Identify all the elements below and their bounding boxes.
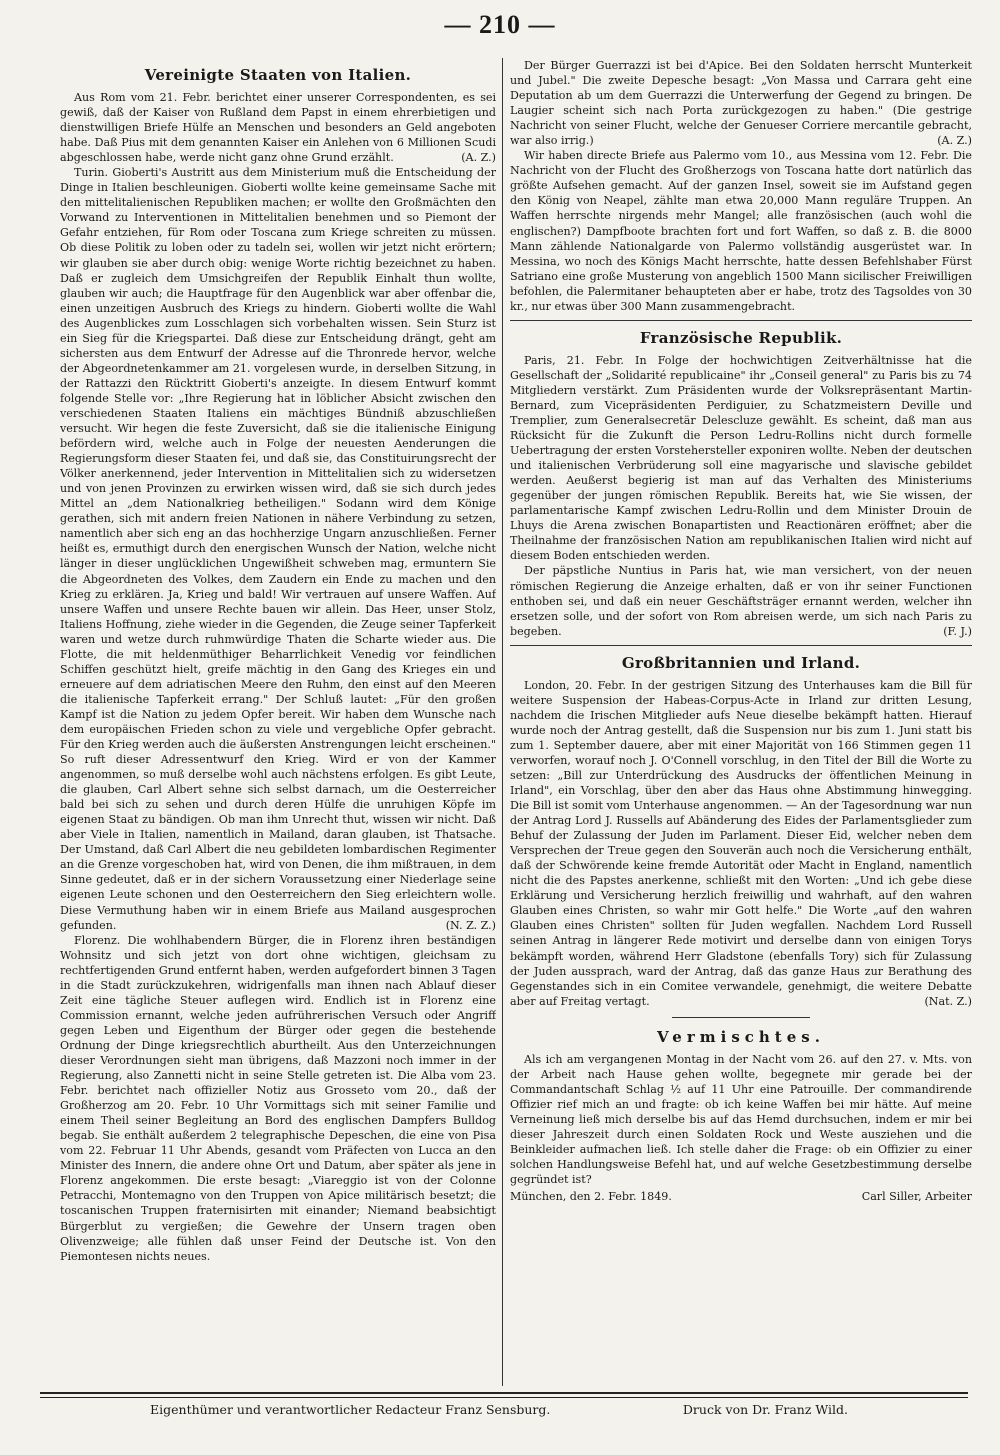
section-title-france: Französische Republik. (639, 328, 843, 347)
article-rome: Aus Rom vom 21. Febr. berichtet einer unserer Correspondenten, es sei gewiß, daß der Kaiser von Rußland dem Papst in einem ehrerbietigen und dienstwilligen Briefe Hülfe an Menschen und besonders an Geld angeboten habe. Daß Pius mit dem genannten Kaiser ein Anlehen von 6 Millionen Scudi abgeschlossen habe, werde nicht ganz ohne Grund erzählt. (A. Z.) (60, 91, 496, 165)
section-title-italy: Vereinigte Staaten von Italien. (144, 66, 412, 84)
source-tag: (A. Z.) (937, 134, 972, 148)
footer-rule-thin (40, 1397, 968, 1398)
article-florence-continued: Der Bürger Guerrazzi ist bei d'Apice. Bei den Soldaten herrscht Munterkeit und Jubel." Die zweite Depesche besagt: „Von Massa und Carrara geht eine Deputation ab um dem Guerrazzi die Unterwerfung der Gegend zu bringen. De Laugier scheint sich nach Porta zurückgezogen zu haben." (Die gestrige Nachricht von seiner Flucht, welche der Genueser Corriere mercantile gebracht, war also irrig.) (A. Z.) (510, 59, 972, 148)
article-misc: Als ich am vergangenen Montag in der Nacht vom 26. auf den 27. v. Mts. von der Arbeit nach Hause gehen wollte, begegnete mir gerade bei der Commandantschaft Schlag ½ auf 11 Uhr eine Patrouille. Der commandirende Offizier rief mich an und fragte: ob ich keine Waffen bei mir hätte. Auf meine Verneinung ließ mich derselbe bis auf das Hemd durchsuchen, indem er mir bei dieser Jahreszeit durch einen Soldaten Rock und Weste ausziehen und die Beinkleider aufmachen ließ. Ich stelle daher die Frage: ob ein Offizier zu einer solchen Handlungsweise Befehl hat, und auf welche Gesetzbestimmung derselbe gegründet ist? (510, 1052, 972, 1187)
source-tag: (Nat. Z.) (924, 994, 972, 1008)
source-tag: (F. J.) (943, 624, 972, 638)
printer-line: Druck von Dr. Franz Wild. (682, 1402, 848, 1417)
page-number: — 210 — (444, 10, 556, 39)
column-divider (502, 58, 503, 1386)
signoff-place-date: München, den 2. Febr. 1849. (510, 1190, 672, 1204)
article-sicily: Wir haben directe Briefe aus Palermo vom 10., aus Messina vom 12. Febr. Die Nachricht von der Flucht des Großherzogs von Toscana hatte dort natürlich das größte Aufsehen gemacht. Auf der ganzen Insel, soweit sie im Aufstand gegen den König von Neapel, zählte man etwa 20,000 Mann reguläre Truppen. An Waffen herrschte nirgends mehr Mangel; alle französischen (auch wohl die englischen?) Dampfboote brachten fort und fort Waffen, so daß z. B. die 8000 Mann zählende Nationalgarde von Palermo vollständig ausgerüstet war. In Messina, wo noch des Königs Macht herrschte, hatte dessen Befehlshaber Fürst Satriano eine große Musterung von angeblich 1500 Mann sicilischer Freiwilligen befohlen, die Palermitaner behaupteten aber er habe, trotz des Tagsoldes von 30 kr., nur etwas über 300 Mann zusammengebracht. (510, 149, 972, 313)
right-column (510, 58, 972, 1391)
source-tag: (A. Z.) (461, 151, 496, 165)
article-paris: Paris, 21. Febr. In Folge der hochwichtigen Zeitverhältnisse hat die Gesellschaft der „Solidarité republicaine" ihr „Conseil general" zu Paris bis zu 74 Mitgliedern verstärkt. Zum Präsidenten wurde der Volksrepräsentant Martin-Bernard, zum Vicepräsidenten Perdiguier, zu Schatzmeistern Deville und Tremplier, zum Generalsecretär Delescluze gewählt. Es scheint, daß man aus Rücksicht für die Zukunft die Person Ledru-Rollins nicht durch formelle Uebertragung der ersten Vorstehersteller exponiren wollte. Neben der deutschen und italienischen Verbrüderung soll eine magyarische und slavische gebildet werden. Aeußerst begierig ist man auf das Verhalten des Ministeriums gegenüber der jungen römischen Republik. Bereits hat, wie Sie wissen, der parlamentarische Kampf zwischen Ledru-Rollin und dem Minister Drouin de Lhuys die Arena zwischen Bonapartisten und Reactionären eröffnet; aber die Theilnahme der französischen Nation am republikanischen Italien wird nicht auf diesem Boden entschieden werden. (510, 353, 972, 563)
source-tag: (N. Z. Z.) (445, 918, 496, 932)
article-london: London, 20. Febr. In der gestrigen Sitzung des Unterhauses kam die Bill für weitere Suspension der Habeas-Corpus-Acte in Irland zur dritten Lesung, nachdem die Irischen Mitglieder aufs Neue dieselbe bekämpft hatten. Hierauf wurde noch der Antrag gestellt, daß die Suspension nur bis zum 1. Juni statt bis zum 1. September dauere, aber mit einer Majorität von 166 Stimmen gegen 11 verworfen, worauf noch J. O'Connell vorschlug, in den Titel der Bill die Worte zu setzen: „Bill zur Unterdrückung des Ausdrucks der öffentlichen Meinung in Irland", ein Vorschlag, über den aber das Haus ohne Abstimmung hinwegging. Die Bill ist somit vom Unterhause angenommen. — An der Tagesordnung war nun der Antrag Lord J. Russells auf Abänderung des Eides der Parlamentsglieder zum Behuf der Zulassung der Juden im Parlament. Dieser Eid, welcher neben dem Versprechen der Treue gegen den Souverän auch noch die Versicherung enthält, daß der Schwörende keine fremde Autorität oder Macht in England, namentlich nicht die des Papstes anerkenne, schließt mit den Worten: „Und ich gebe diese Erklärung und Versicherung herzlich freiwillig und wahrhaft, auf den wahren Glauben eines Christen, so wahr mir Gott helfe." Die Worte „auf den wahren Glauben eines Christen" sollten für Juden wegfallen. Nachdem Lord Russell seinen Antrag in längerer Rede motivirt und derselbe dann von einigen Torys bekämpft worden, während Herr Gladstone (ebenfalls Tory) sich für Zulassung der Juden aussprach, ward der Antrag, daß das ganze Haus zur Berathung des Gegenstandes sich in ein Comitee verwandele, genehmigt, die weitere Debatte aber auf Freitag vertagt. (Nat. Z.) (510, 678, 972, 1008)
section-divider (510, 645, 972, 646)
publisher-line: Eigenthümer und verantwortlicher Redacteur Franz Sensburg. (150, 1402, 551, 1417)
section-divider (510, 320, 972, 321)
signoff-name: Carl Siller, Arbeiter (861, 1190, 972, 1204)
article-nuntius: Der päpstliche Nuntius in Paris hat, wie man versichert, von der neuen römischen Regierung die Anzeige erhalten, daß er von ihr seiner Functionen enthoben sei, und daß ein neuer Geschäftsträger ernannt werden, welcher ihn ersetzen solle, und der sofort von Rom abreisen werde, um sich nach Paris zu begeben. (F. J.) (510, 564, 972, 638)
section-title-britain: Großbritannien und Irland. (621, 653, 861, 672)
article-florence: Florenz. Die wohlhabendern Bürger, die in Florenz ihren beständigen Wohnsitz und sich jetzt von dort ohne wichtigen, gleichsam zu rechtfertigenden Grund entfernt haben, werden aufgefordert binnen 3 Tagen in die Stadt zurückzukehren, widrigenfalls man ihnen nach Ablauf dieser Zeit eine tägliche Steuer auflegen wird. Endlich ist in Florenz eine Commission ernannt, welche jeden aufrührerischen Versuch oder Angriff gegen Leben und Eigenthum der Bürger oder gegen die bestehende Ordnung der Dinge kriegsrechtlich aburtheilt. Aus den Unterzeichnungen dieser Verordnungen sieht man übrigens, daß Mazzoni noch immer in der Regierung, also Zannetti nicht in seine Stelle getreten ist. Die Alba vom 23. Febr. berichtet nach offizieller Notiz aus Grosseto vom 20., daß der Großherzog am 20. Febr. 10 Uhr Vormittags sich mit seiner Familie und einem Theil seiner Begleitung an Bord des englischen Dampfers Bulldog begab. Sie enthält außerdem 2 telegraphische Depeschen, die eine von Pisa vom 22. Februar 11 Uhr Abends, gesandt vom Präfecten von Lucca an den Minister des Innern, die andere ohne Ort und Datum, aber später als jene in Florenz angekommen. Die erste besagt: „Viareggio ist von der Colonne Petracchi, Montemagno von den Truppen von Apice militärisch besetzt; die toscanischen Truppen fraternisirten mit einander; Niemand beabsichtigt Bürgerblut zu vergießen; die Gewehre der Unsern tragen oben Olivenzweige; alle fühlen daß unser Feind der Deutsche ist. Von den Piemontesen nichts neues. (60, 933, 496, 1263)
left-column (60, 58, 496, 1391)
section-title-misc: Vermischtes. (657, 1027, 825, 1046)
misc-signoff (510, 1189, 972, 1204)
article-turin: Turin. Gioberti's Austritt aus dem Ministerium muß die Entscheidung der Dinge in Italien beschleunigen. Gioberti wollte keine gemeinsame Sache mit den mittelitalienischen Republiken machen; er wollte den Großmächten den Vorwand zu Interventionen in Mittelitalien benehmen und so Piemont der Gefahr entziehen, für Rom oder Toscana zum Kriege schreiten zu müssen. Ob diese Politik zu loben oder zu tadeln sei, wollen wir jetzt nicht erörtern; wir glauben sie aber durch obig: wenige Worte richtig bezeichnet zu haben. Daß er zugleich dem Umsichgreifen der Republik Einhalt thun wollte, glauben wir auch; die Hauptfrage für den Augenblick war aber offenbar die, einen unzeitigen Ausbruch des Kriegs zu hindern. Gioberti wollte die Wahl des Augenblickes zum Losschlagen sich vorbehalten wissen. Sein Sturz ist ein Sieg für die Kriegspartei. Daß diese zur Entscheidung drängt, geht am sichersten aus dem Entwurf der Adresse auf die Thronrede hervor, welche der Abgeordnetenkammer am 21. vorgelesen wurde, in derselben Sitzung, in der Rattazzi den Rücktritt Gioberti's anzeigte. In diesem Entwurf kommt folgende Stelle vor: „Ihre Regierung hat in löblicher Absicht zwischen den verschiedenen Staaten Italiens ein mächtiges Bündniß abzuschließen versucht. Wir hegen die feste Zuversicht, daß sie die italienische Einigung befördern wird, welche auch in Folge der neuesten Aenderungen die Regierungsform dieser Staaten fei, und daß sie, das Constituirungsrecht der Völker anerkennend, jeder Intervention in Mittelitalien sich zu widersetzen und von jenen Provinzen zu erwirken wissen wird, daß sie sich durch jedes Mittel an „dem Nationalkrieg betheiligen." Sodann wird dem Könige gerathen, sich mit andern freien Nationen in nähere Verbindung zu setzen, namentlich aber sich eng an das hochherzige Ungarn anzuschließen. Ferner heißt es, ermuthigt durch den energischen Wunsch der Nation, welche nicht länger in dieser unglücklichen Ungewißheit schweben mag, ermuntern Sie die Abgeordneten des Volkes, dem Zaudern ein Ende zu machen und den Krieg zu erklären. Ja, Krieg und bald! Wir vertrauen auf unsere Waffen. Auf unsere Waffen und unsere Rechte bauen wir allein. Das Heer, unser Stolz, Italiens Hoffnung, ziehe wieder in die Gegenden, die Zeuge seiner Tapferkeit waren und wetze durch ruhmwürdige Thaten die Scharte wieder aus. Die Flotte, die mit heldenmüthiger Beharrlichkeit Venedig vor feindlichen Schiffen geschützt hielt, greife mächtig in den Gang des Krieges ein und erneuere auf dem adriatischen Meere den Ruhm, den einst auf den Meeren die italienische Tapferkeit errang." Der Schluß lautet: „Für den großen Kampf ist die Nation zu jedem Opfer bereit. Wir haben dem Wunsche nach dem europäischen Frieden schon zu viele und vergebliche Opfer gebracht. Für den Krieg werden auch die äußersten Anstrengungen leicht erscheinen." So ruft dieser Adressentwurf den Krieg. Wird er von der Kammer angenommen, so muß derselbe wohl auch nächstens erfolgen. Es gibt Leute, die glauben, Carl Albert sehne sich selbst darnach, um die Oesterreicher bald bei sich zu sehen und durch deren Hülfe die unruhigen Köpfe im eigenen Staat zu bändigen. Ob man ihm Unrecht thut, wissen wir nicht. Daß aber Viele in Italien, namentlich in Mailand, daran glauben, ist Thatsache. Der Umstand, daß Carl Albert die neu gebildeten lombardischen Regimenter an die Grenze vorgeschoben hat, wird von Denen, die ihm mißtrauen, in dem Sinne gedeutet, daß er in der sichern Voraussetzung einer Niederlage seine eigenen Leute schonen und den Oesterreichern den Sieg erleichtern wolle. Diese Vermuthung haben wir in einem Briefe aus Mailand ausgesprochen gefunden. (N. Z. Z.) (60, 166, 496, 932)
footer-rule (40, 1392, 968, 1394)
section-divider (672, 1017, 811, 1018)
footer (40, 1402, 968, 1417)
